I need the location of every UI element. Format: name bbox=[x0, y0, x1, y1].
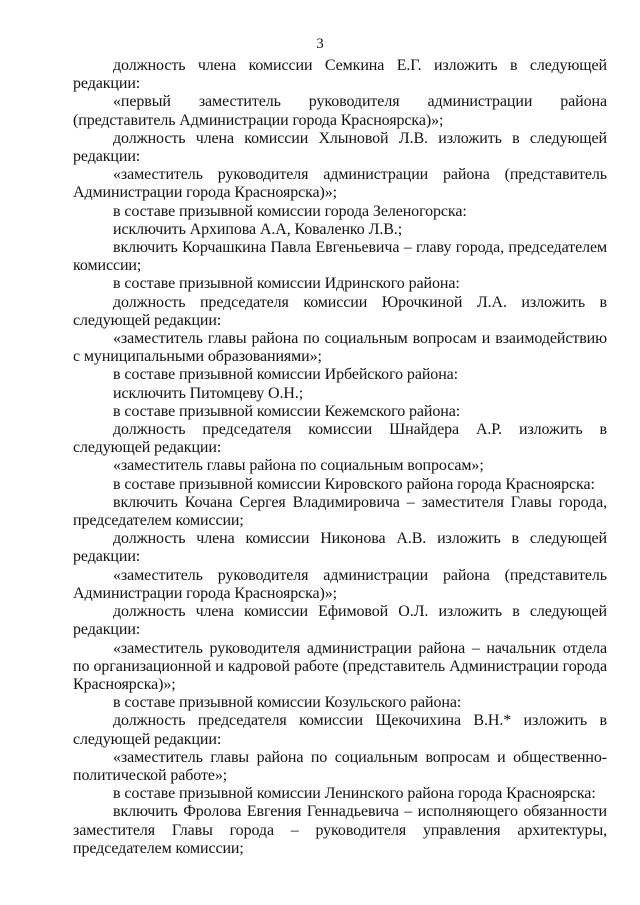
paragraph: «заместитель главы района по социальным вопросам»; bbox=[113, 457, 484, 475]
paragraph: в составе призывной комиссии города Зеленогорска: bbox=[113, 202, 467, 220]
paragraph: включить Фролова Евгения Геннадьевича – исполняющего обязанности заместителя Главы города – руководителя управления архитектуры, председателем комиссии; bbox=[73, 803, 607, 857]
paragraph: в составе призывной комиссии Кежемского района: bbox=[113, 402, 461, 420]
paragraph: включить Кочана Сергея Владимировича – заместителя Главы города, председателем комиссии; bbox=[73, 493, 607, 530]
paragraph: должность члена комиссии Ефимовой О.Л. изложить в следующей редакции: bbox=[73, 603, 607, 639]
paragraph: «заместитель главы района по социальным вопросам и общественно-политической работе»; bbox=[73, 748, 607, 784]
paragraph: «заместитель руководителя администрации района (представитель Администрации города Красноярска)»; bbox=[73, 566, 607, 602]
paragraph: в составе призывной комиссии Кировского района города Красноярска: bbox=[113, 475, 595, 493]
document-body bbox=[73, 57, 607, 858]
paragraph: в составе призывной комиссии Козульского района: bbox=[113, 694, 462, 712]
paragraph: должность председателя комиссии Щекочихина В.Н.* изложить в следующей редакции: bbox=[73, 712, 607, 748]
paragraph: в составе призывной комиссии Ирбейского района: bbox=[113, 366, 459, 384]
paragraph: в составе призывной комиссии Идринского района: bbox=[113, 275, 460, 293]
paragraph: должность председателя комиссии Шнайдера А.Р. изложить в следующей редакции: bbox=[73, 421, 607, 457]
paragraph: должность члена комиссии Хлыновой Л.В. изложить в следующей редакции: bbox=[73, 129, 607, 166]
paragraph: «заместитель руководителя администрации района – начальник отдела по организационной и кадровой работе (представитель Администрации города Красноярска)»; bbox=[73, 639, 607, 693]
paragraph: исключить Питомцеву О.Н.; bbox=[113, 384, 304, 402]
paragraph: включить Корчашкина Павла Евгеньевича – главу города, председателем комиссии; bbox=[73, 239, 607, 275]
page-number: 3 bbox=[316, 36, 324, 52]
paragraph: «заместитель руководителя администрации района (представитель Администрации города Красноярска)»; bbox=[73, 166, 607, 202]
paragraph: должность члена комиссии Семкина Е.Г. изложить в следующей редакции: bbox=[73, 57, 607, 93]
paragraph: «первый заместитель руководителя администрации района (представитель Администрации города Красноярска)»; bbox=[73, 93, 607, 129]
paragraph: в составе призывной комиссии Ленинского района города Красноярска: bbox=[113, 785, 596, 803]
paragraph: должность председателя комиссии Юрочкиной Л.А. изложить в следующей редакции: bbox=[73, 293, 607, 329]
paragraph: должность члена комиссии Никонова А.В. изложить в следующей редакции: bbox=[73, 530, 607, 566]
paragraph: «заместитель главы района по социальным вопросам и взаимодействию с муниципальными образованиями»; bbox=[73, 330, 607, 366]
paragraph: исключить Архипова А.А, Коваленко Л.В.; bbox=[113, 220, 403, 238]
